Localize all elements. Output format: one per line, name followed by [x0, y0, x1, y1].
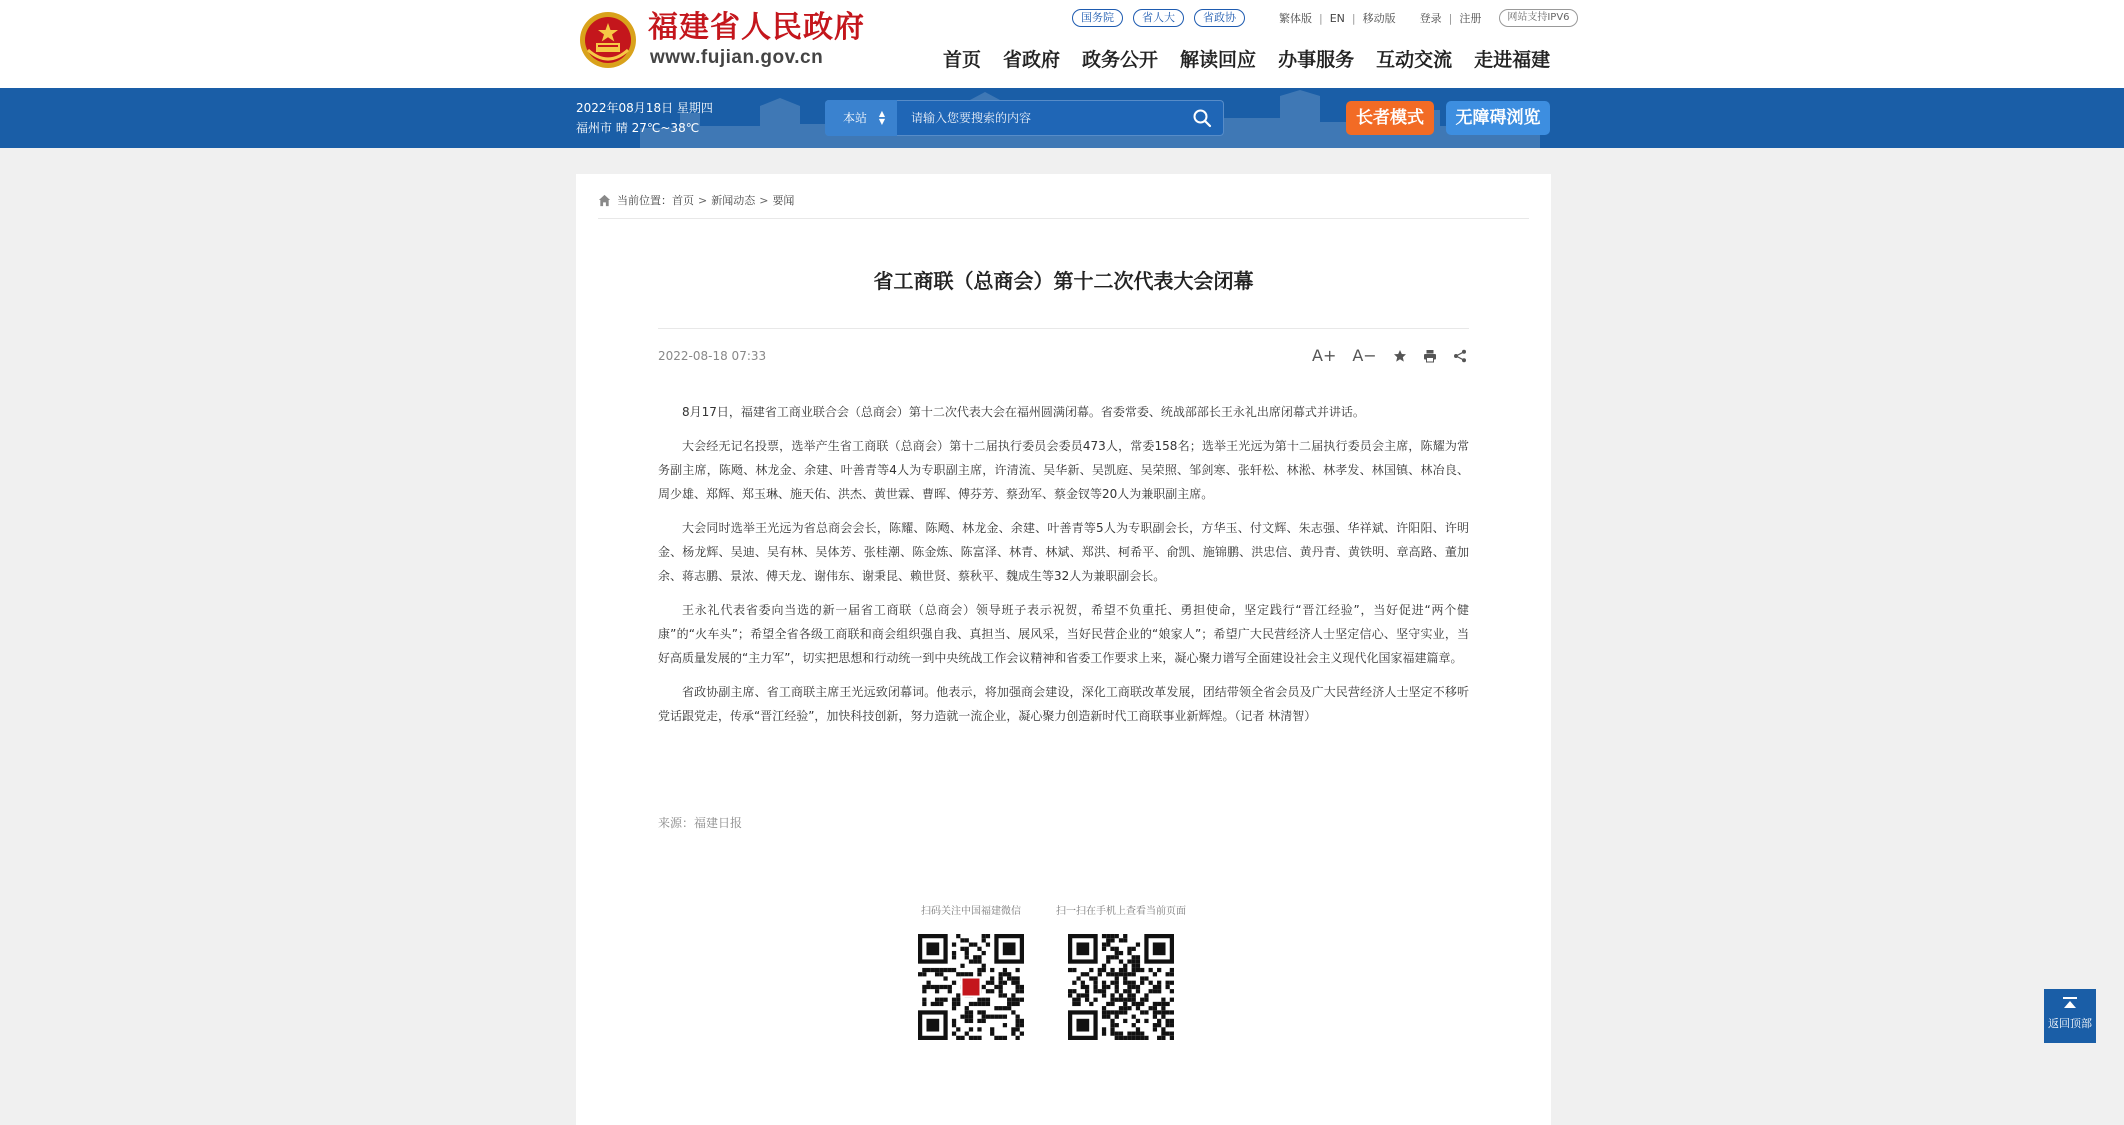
- separator: |: [1448, 11, 1453, 25]
- article-paragraph: 大会经无记名投票，选举产生省工商联（总商会）第十二届执行委员会委员473人，常委158名；选举王光远为第十二届执行委员会主席，陈耀为常务副主席，陈飏、林龙金、余建、叶善青等4人为专职副主席，许清流、吴华新、吴凯庭、吴荣照、邹剑寒、张轩松、林淞、林孝发、林国镇、林冶良、周少雄、郑辉、郑玉琳、施天佑、洪杰、黄世霖、曹晖、傅芬芳、蔡劲军、蔡金钗等20人为兼职副主席。: [658, 439, 1469, 501]
- search-scope-label: 本站: [843, 111, 868, 125]
- breadcrumb-home[interactable]: 首页: [672, 194, 694, 207]
- article-card: [576, 174, 1551, 1125]
- traditional-chinese-link[interactable]: 繁体版: [1279, 12, 1312, 25]
- national-emblem-logo[interactable]: [578, 10, 638, 70]
- font-smaller-button[interactable]: A−: [1352, 346, 1377, 365]
- login-link[interactable]: 登录: [1419, 12, 1442, 25]
- register-link[interactable]: 注册: [1459, 12, 1482, 25]
- article-source: 来源：福建日报: [658, 816, 743, 830]
- font-larger-button[interactable]: A+: [1312, 346, 1337, 365]
- nav-provincial-government[interactable]: 省政府: [1003, 49, 1061, 71]
- wechat-qr-code: [918, 934, 1024, 1040]
- divider: [658, 328, 1469, 329]
- tag-provincial-congress[interactable]: 省人大: [1133, 9, 1184, 27]
- elder-mode-button[interactable]: 长者模式: [1346, 101, 1434, 135]
- qr-mobile: [1056, 904, 1186, 1040]
- publish-date: 2022-08-18 07:33: [658, 349, 767, 363]
- mobile-link[interactable]: 移动版: [1362, 12, 1396, 25]
- search-icon[interactable]: [1192, 108, 1212, 128]
- nav-interpretation[interactable]: 解读回应: [1180, 49, 1257, 71]
- article-paragraph: 8月17日，福建省工商业联合会（总商会）第十二次代表大会在福州圆满闭幕。省委常委、统战部部长王永礼出席闭幕式并讲话。: [682, 405, 1365, 419]
- breadcrumb-label: 当前位置：: [617, 194, 672, 207]
- share-icon[interactable]: [1453, 349, 1467, 363]
- nav-fujian[interactable]: 走进福建: [1474, 49, 1551, 71]
- site-url: www.fujian.gov.cn: [650, 47, 824, 68]
- print-icon[interactable]: [1423, 349, 1437, 363]
- nav-services[interactable]: 办事服务: [1278, 49, 1355, 71]
- article-tools: [1296, 344, 1467, 368]
- site-header: [0, 0, 2124, 88]
- breadcrumb-headlines[interactable]: 要闻: [772, 194, 795, 207]
- breadcrumb-separator: >: [759, 193, 769, 207]
- ipv6-badge: 网站支持IPV6: [1499, 9, 1577, 27]
- qr-wechat: [916, 904, 1026, 1040]
- nav-interaction[interactable]: 互动交流: [1376, 49, 1453, 71]
- current-date: 2022年08月18日 星期四: [576, 101, 713, 115]
- breadcrumb-separator: >: [698, 193, 708, 207]
- site-name[interactable]: 福建省人民政府: [648, 10, 865, 45]
- search-scope-select[interactable]: [825, 100, 897, 136]
- english-link[interactable]: EN: [1329, 11, 1345, 25]
- search-box: [825, 100, 1224, 136]
- article-paragraph: 大会同时选举王光远为省总商会会长，陈耀、陈飏、林龙金、余建、叶善青等5人为专职副会长，方华玉、付文辉、朱志强、华祥斌、许阳阳、许明金、杨龙辉、吴迪、吴有林、吴体芳、张桂潮、陈金炼、陈富泽、林青、林斌、郑洪、柯希平、俞凯、施锦鹏、洪忠信、黄丹青、黄铁明、章高路、董加余、蒋志鹏、景浓、傅天龙、谢伟东、谢秉昆、赖世贤、蔡秋平、魏成生等32人为兼职副会长。: [658, 521, 1469, 583]
- breadcrumb-news[interactable]: 新闻动态: [711, 194, 756, 207]
- back-to-top-button[interactable]: [2044, 989, 2096, 1043]
- search-input[interactable]: [911, 100, 1181, 136]
- top-links: [1072, 8, 1578, 28]
- nav-home[interactable]: 首页: [943, 49, 982, 71]
- article-title: 省工商联（总商会）第十二次代表大会闭幕: [873, 269, 1254, 293]
- tag-provincial-cppcc[interactable]: 省政协: [1194, 9, 1245, 27]
- weather: 福州市 晴 27℃~38℃: [576, 121, 700, 135]
- tag-state-council[interactable]: 国务院: [1072, 9, 1123, 27]
- info-search-bar: [0, 88, 2124, 148]
- qr-codes: [916, 904, 1186, 1040]
- separator: |: [1319, 11, 1323, 25]
- home-icon: [598, 194, 611, 207]
- divider: [598, 218, 1529, 219]
- arrow-up-icon: [2062, 997, 2078, 1011]
- favorite-star-icon[interactable]: [1393, 349, 1407, 363]
- main-nav: [943, 46, 1550, 74]
- accessible-browse-button[interactable]: 无障碍浏览: [1446, 101, 1550, 135]
- up-down-arrow-icon: ▲ ▼: [878, 109, 885, 126]
- mobile-qr-code: [1068, 934, 1174, 1040]
- article-body: [658, 400, 1469, 738]
- article-paragraph: 王永礼代表省委向当选的新一届省工商联（总商会）领导班子表示祝贺，希望不负重托、勇担使命，坚定践行“晋江经验”，当好促进“两个健康”的“火车头”；希望全省各级工商联和商会组织强自我、真担当、展风采，当好民营企业的“娘家人”；希望广大民营经济人士坚定信心、坚守实业，当好高质量发展的“主力军”，切实把思想和行动统一到中央统战工作会议精神和省委工作要求上来，凝心聚力谱写全面建设社会主义现代化国家福建篇章。: [658, 603, 1469, 665]
- qr-caption: 扫码关注中国福建微信: [921, 906, 1021, 917]
- date-weather: [576, 98, 713, 138]
- article-paragraph: 省政协副主席、省工商联主席王光远致闭幕词。他表示，将加强商会建设，深化工商联改革发展，团结带领全省会员及广大民营经济人士坚定不移听党话跟党走，传承“晋江经验”，加快科技创新，努力造就一流企业，凝心聚力创造新时代工商联事业新辉煌。（记者 林清智）: [658, 685, 1469, 723]
- back-to-top-label: 返回顶部: [2048, 1017, 2092, 1030]
- breadcrumb: [598, 190, 794, 210]
- qr-caption: 扫一扫在手机上查看当前页面: [1056, 906, 1186, 917]
- nav-government-affairs[interactable]: 政务公开: [1082, 49, 1159, 71]
- separator: |: [1351, 11, 1356, 25]
